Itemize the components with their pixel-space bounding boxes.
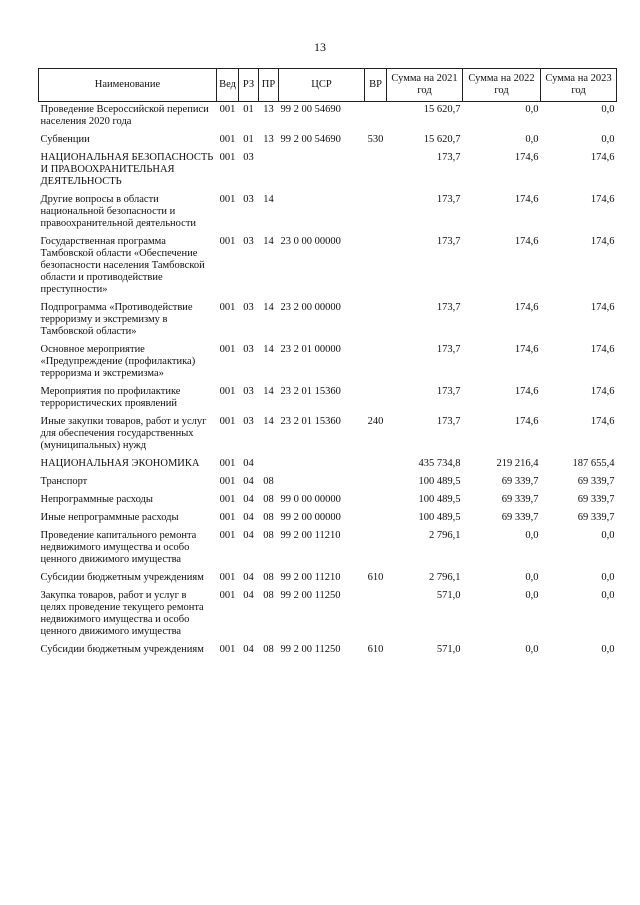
cell-sum-2022: 174,6 [514,416,539,427]
cell-ved: 001 [219,512,236,523]
cell-csr: 23 2 00 00000 [280,302,341,313]
cell-sum-2022: 174,6 [514,152,539,163]
cell-ved: 001 [219,476,236,487]
cell-rz: 01 [243,104,254,115]
cell-sum-2022: 174,6 [514,344,539,355]
cell-sum-2022: 0,0 [525,530,539,541]
cell-sum-2022: 0,0 [525,134,539,145]
table-row [39,342,617,384]
table-row [39,570,617,588]
cell-vr [365,342,387,384]
cell-vr [365,300,387,342]
cell-ved: 001 [219,530,236,541]
cell-rz: 04 [243,494,254,505]
cell-pr: 08 [263,476,274,487]
cell-sum-2021: 173,7 [436,416,461,427]
cell-sum-2021: 571,0 [436,590,461,601]
table-row [39,234,617,300]
budget-table [38,68,617,660]
cell-sum-2021: 15 620,7 [423,104,461,115]
cell-sum-2022: 0,0 [525,104,539,115]
cell-ved: 001 [219,344,236,355]
cell-csr: 23 0 00 00000 [280,236,341,247]
cell-sum-2022: 69 339,7 [501,494,539,505]
cell-sum-2022: 174,6 [514,194,539,205]
table-row [39,474,617,492]
table-row [39,132,617,150]
cell-csr: 99 0 00 00000 [280,494,341,505]
cell-sum-2022: 0,0 [525,644,539,655]
cell-vr [365,384,387,414]
table-row [39,642,617,660]
cell-ved: 001 [219,416,236,427]
cell-pr: 14 [263,344,274,355]
cell-sum-2023: 0,0 [601,134,615,145]
cell-name: Субсидии бюджетным учреждениям [40,644,204,655]
header-sum-2021: Сумма на 2021 год [387,69,463,102]
cell-rz: 03 [243,236,254,247]
cell-pr: 14 [263,416,274,427]
table-header-row [39,69,617,102]
cell-pr: 14 [263,386,274,397]
cell-csr: 99 2 00 11250 [280,590,341,601]
cell-sum-2023: 174,6 [590,416,615,427]
cell-sum-2021: 173,7 [436,344,461,355]
cell-csr [279,150,365,192]
cell-vr [365,192,387,234]
cell-name: Мероприятия по профилактике террористических проявлений [40,386,181,409]
cell-name: Транспорт [40,476,88,487]
table-row [39,384,617,414]
cell-sum-2023: 0,0 [601,104,615,115]
cell-sum-2021: 173,7 [436,236,461,247]
cell-rz: 04 [243,458,254,469]
table-row [39,414,617,456]
cell-sum-2021: 100 489,5 [418,512,461,523]
cell-ved: 001 [219,644,236,655]
cell-vr: 240 [367,416,384,427]
cell-pr: 13 [263,134,274,145]
cell-sum-2022: 69 339,7 [501,512,539,523]
cell-sum-2023: 0,0 [601,572,615,583]
header-name: Наименование [39,69,217,102]
cell-sum-2021: 2 796,1 [429,572,461,583]
cell-name: Другие вопросы в области национальной безопасности и правоохранительной деятельности [40,194,197,229]
cell-pr: 08 [263,512,274,523]
cell-csr: 23 2 01 00000 [280,344,341,355]
cell-name: Иные непрограммные расходы [40,512,179,523]
cell-vr [365,510,387,528]
cell-ved: 001 [219,458,236,469]
cell-ved: 001 [219,104,236,115]
header-pr: ПР [259,69,279,102]
cell-sum-2023: 174,6 [590,236,615,247]
header-rz: РЗ [239,69,259,102]
cell-rz: 04 [243,590,254,601]
header-vr: ВР [365,69,387,102]
cell-pr [259,150,279,192]
table-row [39,588,617,642]
table-row [39,150,617,192]
cell-vr [365,492,387,510]
cell-name: Субвенции [40,134,90,145]
cell-vr: 610 [367,572,384,583]
cell-sum-2022: 174,6 [514,236,539,247]
cell-ved: 001 [219,590,236,601]
cell-name: Государственная программа Тамбовской области «Обеспечение безопасности населения Тамбовской области и противодействие преступности» [40,236,205,295]
cell-ved: 001 [219,386,236,397]
cell-sum-2022: 174,6 [514,386,539,397]
table-row [39,510,617,528]
cell-pr: 13 [263,104,274,115]
cell-csr: 99 2 00 11210 [280,530,341,541]
cell-pr: 08 [263,494,274,505]
cell-sum-2021: 173,7 [436,386,461,397]
cell-sum-2022: 0,0 [525,590,539,601]
cell-sum-2021: 571,0 [436,644,461,655]
cell-vr [365,102,387,133]
cell-rz: 03 [243,344,254,355]
cell-sum-2023: 174,6 [590,152,615,163]
cell-csr: 99 2 00 00000 [280,512,341,523]
cell-sum-2022: 174,6 [514,302,539,313]
cell-sum-2022: 0,0 [525,572,539,583]
cell-vr [365,456,387,474]
cell-rz: 03 [243,302,254,313]
cell-ved: 001 [219,194,236,205]
cell-sum-2023: 187 655,4 [572,458,615,469]
cell-name: Проведение Всероссийской переписи населения 2020 года [40,104,209,127]
header-sum-2023: Сумма на 2023 год [541,69,617,102]
cell-sum-2023: 69 339,7 [577,476,615,487]
cell-sum-2021: 435 734,8 [418,458,461,469]
cell-ved: 001 [219,572,236,583]
cell-ved: 001 [219,152,236,163]
cell-rz: 01 [243,134,254,145]
cell-name: Подпрограмма «Противодействие терроризму и экстремизму в Тамбовской области» [40,302,193,337]
cell-sum-2023: 0,0 [601,644,615,655]
table-row [39,456,617,474]
cell-sum-2023: 174,6 [590,302,615,313]
cell-rz: 03 [243,152,254,163]
cell-sum-2022: 69 339,7 [501,476,539,487]
cell-vr: 530 [367,134,384,145]
header-ved: Вед [217,69,239,102]
cell-sum-2023: 174,6 [590,194,615,205]
cell-name: Непрограммные расходы [40,494,153,505]
cell-sum-2023: 0,0 [601,530,615,541]
cell-rz: 03 [243,386,254,397]
cell-vr [365,150,387,192]
cell-vr [365,474,387,492]
cell-ved: 001 [219,302,236,313]
cell-pr: 08 [263,572,274,583]
table-row [39,528,617,570]
cell-csr: 23 2 01 15360 [280,416,341,427]
cell-sum-2023: 174,6 [590,386,615,397]
cell-ved: 001 [219,134,236,145]
cell-pr: 14 [263,194,274,205]
cell-sum-2021: 100 489,5 [418,476,461,487]
cell-csr: 99 2 00 11210 [280,572,341,583]
table-row [39,492,617,510]
cell-rz: 04 [243,476,254,487]
cell-pr: 08 [263,590,274,601]
cell-sum-2023: 69 339,7 [577,512,615,523]
table-row [39,192,617,234]
cell-pr: 08 [263,644,274,655]
cell-csr: 23 2 01 15360 [280,386,341,397]
cell-sum-2021: 173,7 [436,302,461,313]
cell-rz: 04 [243,512,254,523]
cell-rz: 04 [243,530,254,541]
header-csr: ЦСР [279,69,365,102]
cell-name: Субсидии бюджетным учреждениям [40,572,204,583]
cell-rz: 03 [243,416,254,427]
cell-csr: 99 2 00 54690 [280,104,341,115]
cell-csr [279,474,365,492]
cell-name: Иные закупки товаров, работ и услуг для обеспечения государственных (муниципальных) нужд [40,416,207,451]
cell-sum-2023: 69 339,7 [577,494,615,505]
cell-ved: 001 [219,236,236,247]
cell-sum-2021: 2 796,1 [429,530,461,541]
cell-sum-2021: 173,7 [436,194,461,205]
cell-vr: 610 [367,644,384,655]
cell-rz: 03 [243,194,254,205]
cell-vr [365,528,387,570]
cell-sum-2023: 0,0 [601,590,615,601]
cell-sum-2021: 15 620,7 [423,134,461,145]
cell-csr [279,192,365,234]
table-row [39,300,617,342]
header-sum-2022: Сумма на 2022 год [463,69,541,102]
cell-csr: 99 2 00 54690 [280,134,341,145]
cell-name: Основное мероприятие «Предупреждение (профилактика) терроризма и экстремизма» [40,344,196,379]
cell-vr [365,234,387,300]
cell-pr: 14 [263,302,274,313]
cell-pr: 14 [263,236,274,247]
cell-rz: 04 [243,644,254,655]
cell-sum-2023: 174,6 [590,344,615,355]
cell-sum-2021: 100 489,5 [418,494,461,505]
table-body [39,102,617,661]
cell-name: Проведение капитального ремонта недвижимого имущества и особо ценного движимого имущества [40,530,197,565]
cell-name: НАЦИОНАЛЬНАЯ БЕЗОПАСНОСТЬ И ПРАВООХРАНИТЕЛЬНАЯ ДЕЯТЕЛЬНОСТЬ [40,152,214,187]
cell-vr [365,588,387,642]
cell-sum-2021: 173,7 [436,152,461,163]
cell-pr: 08 [263,530,274,541]
cell-pr [259,456,279,474]
cell-ved: 001 [219,494,236,505]
cell-csr: 99 2 00 11250 [280,644,341,655]
cell-csr [279,456,365,474]
page-number: 13 [314,40,326,54]
cell-rz: 04 [243,572,254,583]
cell-name: Закупка товаров, работ и услуг в целях проведение текущего ремонта недвижимого имущества и особо ценного движимого имущества [40,590,204,637]
cell-name: НАЦИОНАЛЬНАЯ ЭКОНОМИКА [40,458,200,469]
table-row [39,102,617,133]
cell-sum-2022: 219 216,4 [496,458,539,469]
